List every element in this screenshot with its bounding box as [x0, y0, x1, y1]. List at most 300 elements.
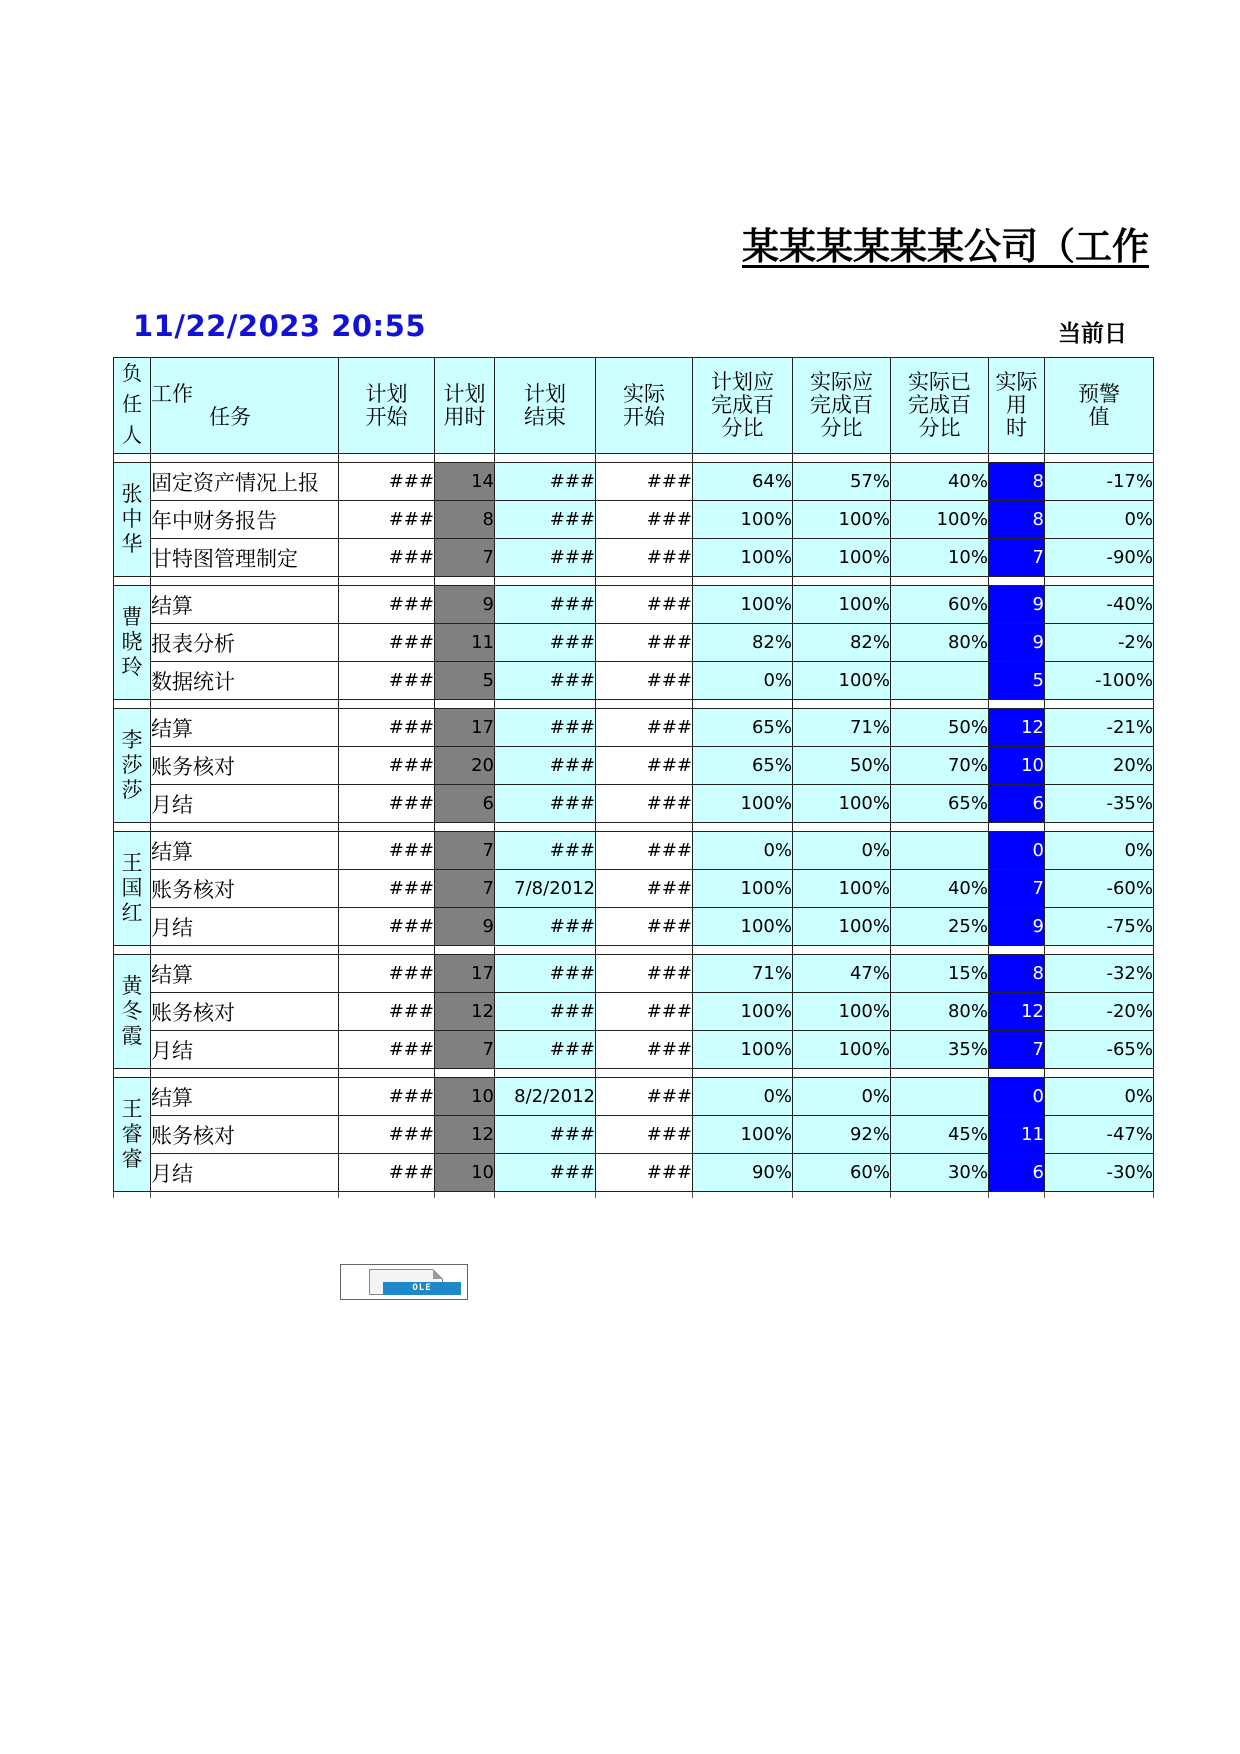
separator-cell [114, 454, 151, 463]
plan-end-cell: ### [495, 1116, 596, 1154]
person-char: 李 [121, 728, 143, 752]
tail-cell [793, 1192, 891, 1199]
actual-done-pct-cell: 25% [891, 908, 989, 946]
separator-cell [989, 823, 1045, 832]
header-warning: 预警 值 [1045, 358, 1154, 454]
plan-end-cell: ### [495, 1154, 596, 1192]
separator-cell [435, 454, 495, 463]
tail-cell [339, 1192, 435, 1199]
task-cell: 月结 [151, 1154, 339, 1192]
plan-end-cell: 7/8/2012 [495, 870, 596, 908]
person-cell [114, 463, 151, 577]
actual-days-cell: 7 [989, 870, 1045, 908]
person-cell [114, 955, 151, 1069]
actual-done-pct-cell: 30% [891, 1154, 989, 1192]
separator-cell [891, 1069, 989, 1078]
separator-cell [793, 700, 891, 709]
actual-start-cell: ### [596, 624, 693, 662]
actual-should-pct-cell: 100% [793, 586, 891, 624]
separator-cell [596, 946, 693, 955]
actual-start-cell: ### [596, 785, 693, 823]
actual-days-cell: 11 [989, 1116, 1045, 1154]
tail-cell [891, 1192, 989, 1199]
tail-cell [495, 1192, 596, 1199]
group-separator-row [114, 946, 1154, 955]
actual-done-pct-cell: 10% [891, 539, 989, 577]
ole-object-icon[interactable] [340, 1264, 468, 1300]
separator-cell [1045, 823, 1154, 832]
warning-cell: -20% [1045, 993, 1154, 1031]
warning-cell: -75% [1045, 908, 1154, 946]
table-row [114, 870, 1154, 908]
table-body [114, 454, 1154, 1199]
separator-cell [435, 700, 495, 709]
plan-pct-cell: 65% [693, 747, 793, 785]
report-title: 某某某某某某公司（工作 [742, 225, 1149, 268]
actual-should-pct-cell: 57% [793, 463, 891, 501]
separator-cell [891, 454, 989, 463]
actual-start-cell: ### [596, 662, 693, 700]
plan-start-cell: ### [339, 662, 435, 700]
task-cell: 账务核对 [151, 870, 339, 908]
plan-end-cell: ### [495, 908, 596, 946]
person-cell [114, 832, 151, 946]
separator-cell [693, 700, 793, 709]
plan-pct-cell: 100% [693, 1031, 793, 1069]
person-cell [114, 709, 151, 823]
tail-cell [151, 1192, 339, 1199]
plan-pct-cell: 100% [693, 586, 793, 624]
actual-start-cell: ### [596, 908, 693, 946]
actual-days-cell: 10 [989, 747, 1045, 785]
plan-start-cell: ### [339, 586, 435, 624]
plan-end-cell: ### [495, 832, 596, 870]
separator-cell [114, 946, 151, 955]
separator-cell [693, 1069, 793, 1078]
person-char: 睿 [121, 1147, 143, 1171]
separator-cell [495, 823, 596, 832]
warning-cell: 0% [1045, 1078, 1154, 1116]
separator-cell [339, 823, 435, 832]
separator-cell [114, 577, 151, 586]
table-row [114, 993, 1154, 1031]
plan-days-cell: 11 [435, 624, 495, 662]
actual-done-pct-cell: 60% [891, 586, 989, 624]
separator-cell [151, 700, 339, 709]
task-cell: 甘特图管理制定 [151, 539, 339, 577]
separator-cell [114, 700, 151, 709]
tail-cell [1045, 1192, 1154, 1199]
warning-cell: -90% [1045, 539, 1154, 577]
actual-days-cell: 9 [989, 624, 1045, 662]
table-row [114, 539, 1154, 577]
task-cell: 数据统计 [151, 662, 339, 700]
header-actual-should-pct: 实际应 完成百 分比 [793, 358, 891, 454]
actual-start-cell: ### [596, 870, 693, 908]
separator-cell [693, 823, 793, 832]
actual-start-cell: ### [596, 1154, 693, 1192]
actual-should-pct-cell: 100% [793, 539, 891, 577]
person-cell [114, 1078, 151, 1192]
separator-cell [1045, 700, 1154, 709]
person-char: 曹 [121, 605, 143, 629]
table-tail-row [114, 1192, 1154, 1199]
actual-done-pct-cell: 45% [891, 1116, 989, 1154]
separator-cell [151, 823, 339, 832]
person-char: 莎 [121, 753, 143, 777]
plan-pct-cell: 64% [693, 463, 793, 501]
plan-end-cell: ### [495, 662, 596, 700]
separator-cell [793, 823, 891, 832]
warning-cell: 20% [1045, 747, 1154, 785]
plan-start-cell: ### [339, 747, 435, 785]
task-cell: 报表分析 [151, 624, 339, 662]
table-row [114, 463, 1154, 501]
separator-cell [495, 577, 596, 586]
header-plan-end: 计划 结束 [495, 358, 596, 454]
plan-start-cell: ### [339, 1116, 435, 1154]
header-plan-days: 计划 用时 [435, 358, 495, 454]
plan-days-cell: 9 [435, 908, 495, 946]
separator-cell [693, 946, 793, 955]
plan-start-cell: ### [339, 785, 435, 823]
separator-cell [693, 454, 793, 463]
separator-cell [793, 577, 891, 586]
table-row [114, 785, 1154, 823]
header-plan-start: 计划 开始 [339, 358, 435, 454]
plan-days-cell: 7 [435, 539, 495, 577]
separator-cell [339, 454, 435, 463]
actual-done-pct-cell [891, 662, 989, 700]
actual-done-pct-cell [891, 1078, 989, 1116]
actual-done-pct-cell: 50% [891, 709, 989, 747]
task-cell: 结算 [151, 1078, 339, 1116]
plan-pct-cell: 100% [693, 1116, 793, 1154]
plan-pct-cell: 90% [693, 1154, 793, 1192]
separator-cell [114, 1069, 151, 1078]
tail-cell [114, 1192, 151, 1199]
header-task: 工作 任务 [151, 358, 339, 454]
person-char: 晓 [121, 630, 143, 654]
plan-start-cell: ### [339, 993, 435, 1031]
warning-cell: -17% [1045, 463, 1154, 501]
actual-start-cell: ### [596, 955, 693, 993]
plan-days-cell: 5 [435, 662, 495, 700]
separator-cell [151, 577, 339, 586]
plan-pct-cell: 0% [693, 1078, 793, 1116]
warning-cell: -100% [1045, 662, 1154, 700]
warning-cell: -47% [1045, 1116, 1154, 1154]
warning-cell: 0% [1045, 832, 1154, 870]
table-row [114, 1078, 1154, 1116]
header-row [114, 358, 1154, 454]
current-datetime: 11/22/2023 20:55 [133, 309, 427, 343]
actual-days-cell: 12 [989, 709, 1045, 747]
task-cell: 账务核对 [151, 747, 339, 785]
warning-cell: -30% [1045, 1154, 1154, 1192]
actual-done-pct-cell: 100% [891, 501, 989, 539]
actual-days-cell: 7 [989, 539, 1045, 577]
actual-should-pct-cell: 0% [793, 832, 891, 870]
separator-cell [989, 454, 1045, 463]
warning-cell: -40% [1045, 586, 1154, 624]
separator-cell [596, 700, 693, 709]
separator-cell [114, 823, 151, 832]
table-row [114, 1154, 1154, 1192]
table-row [114, 1031, 1154, 1069]
actual-should-pct-cell: 100% [793, 993, 891, 1031]
actual-days-cell: 6 [989, 785, 1045, 823]
actual-start-cell: ### [596, 501, 693, 539]
plan-pct-cell: 100% [693, 908, 793, 946]
separator-cell [793, 454, 891, 463]
actual-days-cell: 8 [989, 463, 1045, 501]
separator-cell [989, 1069, 1045, 1078]
separator-cell [793, 946, 891, 955]
task-cell: 月结 [151, 908, 339, 946]
separator-cell [793, 1069, 891, 1078]
actual-done-pct-cell: 80% [891, 624, 989, 662]
separator-cell [151, 454, 339, 463]
task-cell: 固定资产情况上报 [151, 463, 339, 501]
actual-start-cell: ### [596, 586, 693, 624]
separator-cell [1045, 577, 1154, 586]
group-separator-row [114, 700, 1154, 709]
actual-start-cell: ### [596, 832, 693, 870]
separator-cell [596, 823, 693, 832]
tail-cell [989, 1192, 1045, 1199]
separator-cell [596, 1069, 693, 1078]
table-row [114, 501, 1154, 539]
actual-done-pct-cell: 70% [891, 747, 989, 785]
warning-cell: -35% [1045, 785, 1154, 823]
person-char: 红 [121, 901, 143, 925]
plan-pct-cell: 100% [693, 501, 793, 539]
separator-cell [891, 700, 989, 709]
table-row [114, 908, 1154, 946]
plan-days-cell: 7 [435, 832, 495, 870]
plan-days-cell: 12 [435, 993, 495, 1031]
plan-days-cell: 14 [435, 463, 495, 501]
actual-done-pct-cell: 15% [891, 955, 989, 993]
actual-should-pct-cell: 100% [793, 501, 891, 539]
task-cell: 结算 [151, 586, 339, 624]
separator-cell [151, 946, 339, 955]
plan-pct-cell: 71% [693, 955, 793, 993]
actual-days-cell: 0 [989, 1078, 1045, 1116]
separator-cell [891, 946, 989, 955]
actual-should-pct-cell: 100% [793, 785, 891, 823]
separator-cell [151, 1069, 339, 1078]
actual-days-cell: 9 [989, 586, 1045, 624]
plan-end-cell: ### [495, 624, 596, 662]
task-cell: 月结 [151, 785, 339, 823]
plan-end-cell: 8/2/2012 [495, 1078, 596, 1116]
separator-cell [339, 1069, 435, 1078]
separator-cell [435, 946, 495, 955]
actual-days-cell: 9 [989, 908, 1045, 946]
table-row [114, 709, 1154, 747]
header-actual-done-pct: 实际已 完成百 分比 [891, 358, 989, 454]
tail-cell [435, 1192, 495, 1199]
actual-should-pct-cell: 82% [793, 624, 891, 662]
actual-days-cell: 12 [989, 993, 1045, 1031]
separator-cell [435, 1069, 495, 1078]
table-row [114, 747, 1154, 785]
separator-cell [596, 577, 693, 586]
plan-pct-cell: 0% [693, 832, 793, 870]
actual-should-pct-cell: 100% [793, 662, 891, 700]
header-person: 负 任 人 [114, 358, 151, 454]
plan-days-cell: 7 [435, 870, 495, 908]
plan-end-cell: ### [495, 586, 596, 624]
person-char: 莎 [121, 778, 143, 802]
actual-should-pct-cell: 60% [793, 1154, 891, 1192]
actual-done-pct-cell: 40% [891, 870, 989, 908]
table-row [114, 955, 1154, 993]
plan-pct-cell: 100% [693, 993, 793, 1031]
plan-end-cell: ### [495, 709, 596, 747]
separator-cell [495, 1069, 596, 1078]
actual-start-cell: ### [596, 463, 693, 501]
plan-end-cell: ### [495, 1031, 596, 1069]
task-cell: 年中财务报告 [151, 501, 339, 539]
person-char: 霞 [121, 1024, 143, 1048]
person-char: 张 [121, 482, 143, 506]
plan-days-cell: 12 [435, 1116, 495, 1154]
plan-days-cell: 20 [435, 747, 495, 785]
separator-cell [339, 946, 435, 955]
actual-days-cell: 7 [989, 1031, 1045, 1069]
person-char: 华 [121, 532, 143, 556]
person-char: 中 [121, 507, 143, 531]
person-char: 黄 [121, 974, 143, 998]
separator-cell [989, 577, 1045, 586]
plan-end-cell: ### [495, 993, 596, 1031]
warning-cell: -65% [1045, 1031, 1154, 1069]
ole-badge: OLE [383, 1282, 461, 1295]
separator-cell [693, 577, 793, 586]
plan-pct-cell: 82% [693, 624, 793, 662]
actual-days-cell: 8 [989, 501, 1045, 539]
current-date-label: 当前日 [1058, 321, 1127, 347]
group-separator-row [114, 1069, 1154, 1078]
separator-cell [891, 577, 989, 586]
actual-done-pct-cell: 35% [891, 1031, 989, 1069]
separator-cell [1045, 946, 1154, 955]
actual-done-pct-cell: 40% [891, 463, 989, 501]
plan-end-cell: ### [495, 501, 596, 539]
actual-start-cell: ### [596, 539, 693, 577]
plan-pct-cell: 0% [693, 662, 793, 700]
person-char: 王 [121, 1097, 143, 1121]
actual-should-pct-cell: 100% [793, 870, 891, 908]
separator-cell [891, 823, 989, 832]
actual-done-pct-cell [891, 832, 989, 870]
table-row [114, 832, 1154, 870]
table-row [114, 662, 1154, 700]
separator-cell [339, 577, 435, 586]
plan-days-cell: 6 [435, 785, 495, 823]
warning-cell: -21% [1045, 709, 1154, 747]
tail-cell [693, 1192, 793, 1199]
person-char: 王 [121, 851, 143, 875]
plan-days-cell: 10 [435, 1154, 495, 1192]
actual-should-pct-cell: 0% [793, 1078, 891, 1116]
plan-end-cell: ### [495, 747, 596, 785]
plan-end-cell: ### [495, 539, 596, 577]
person-char: 玲 [121, 655, 143, 679]
actual-days-cell: 6 [989, 1154, 1045, 1192]
actual-start-cell: ### [596, 709, 693, 747]
group-separator-row [114, 823, 1154, 832]
actual-start-cell: ### [596, 1031, 693, 1069]
person-char: 睿 [121, 1122, 143, 1146]
person-cell [114, 586, 151, 700]
plan-start-cell: ### [339, 870, 435, 908]
actual-should-pct-cell: 47% [793, 955, 891, 993]
separator-cell [1045, 454, 1154, 463]
plan-end-cell: ### [495, 955, 596, 993]
task-cell: 结算 [151, 955, 339, 993]
plan-days-cell: 17 [435, 955, 495, 993]
actual-start-cell: ### [596, 1078, 693, 1116]
actual-start-cell: ### [596, 993, 693, 1031]
warning-cell: -2% [1045, 624, 1154, 662]
table-row [114, 1116, 1154, 1154]
actual-start-cell: ### [596, 747, 693, 785]
person-char: 冬 [121, 999, 143, 1023]
actual-days-cell: 5 [989, 662, 1045, 700]
actual-should-pct-cell: 100% [793, 1031, 891, 1069]
task-cell: 月结 [151, 1031, 339, 1069]
header-actual-start: 实际 开始 [596, 358, 693, 454]
plan-start-cell: ### [339, 1154, 435, 1192]
actual-should-pct-cell: 100% [793, 908, 891, 946]
plan-end-cell: ### [495, 463, 596, 501]
plan-pct-cell: 100% [693, 539, 793, 577]
separator-cell [495, 946, 596, 955]
separator-cell [989, 946, 1045, 955]
plan-start-cell: ### [339, 463, 435, 501]
separator-cell [596, 454, 693, 463]
group-separator-row [114, 454, 1154, 463]
warning-cell: -60% [1045, 870, 1154, 908]
plan-start-cell: ### [339, 501, 435, 539]
separator-cell [495, 454, 596, 463]
plan-start-cell: ### [339, 1078, 435, 1116]
separator-cell [989, 700, 1045, 709]
task-tracking-table [113, 357, 1154, 1198]
plan-pct-cell: 100% [693, 870, 793, 908]
plan-start-cell: ### [339, 539, 435, 577]
plan-start-cell: ### [339, 955, 435, 993]
plan-days-cell: 9 [435, 586, 495, 624]
table-row [114, 624, 1154, 662]
warning-cell: 0% [1045, 501, 1154, 539]
plan-days-cell: 10 [435, 1078, 495, 1116]
actual-should-pct-cell: 92% [793, 1116, 891, 1154]
plan-days-cell: 17 [435, 709, 495, 747]
actual-should-pct-cell: 71% [793, 709, 891, 747]
actual-should-pct-cell: 50% [793, 747, 891, 785]
task-cell: 账务核对 [151, 993, 339, 1031]
group-separator-row [114, 577, 1154, 586]
separator-cell [339, 700, 435, 709]
actual-days-cell: 0 [989, 832, 1045, 870]
warning-cell: -32% [1045, 955, 1154, 993]
task-cell: 账务核对 [151, 1116, 339, 1154]
